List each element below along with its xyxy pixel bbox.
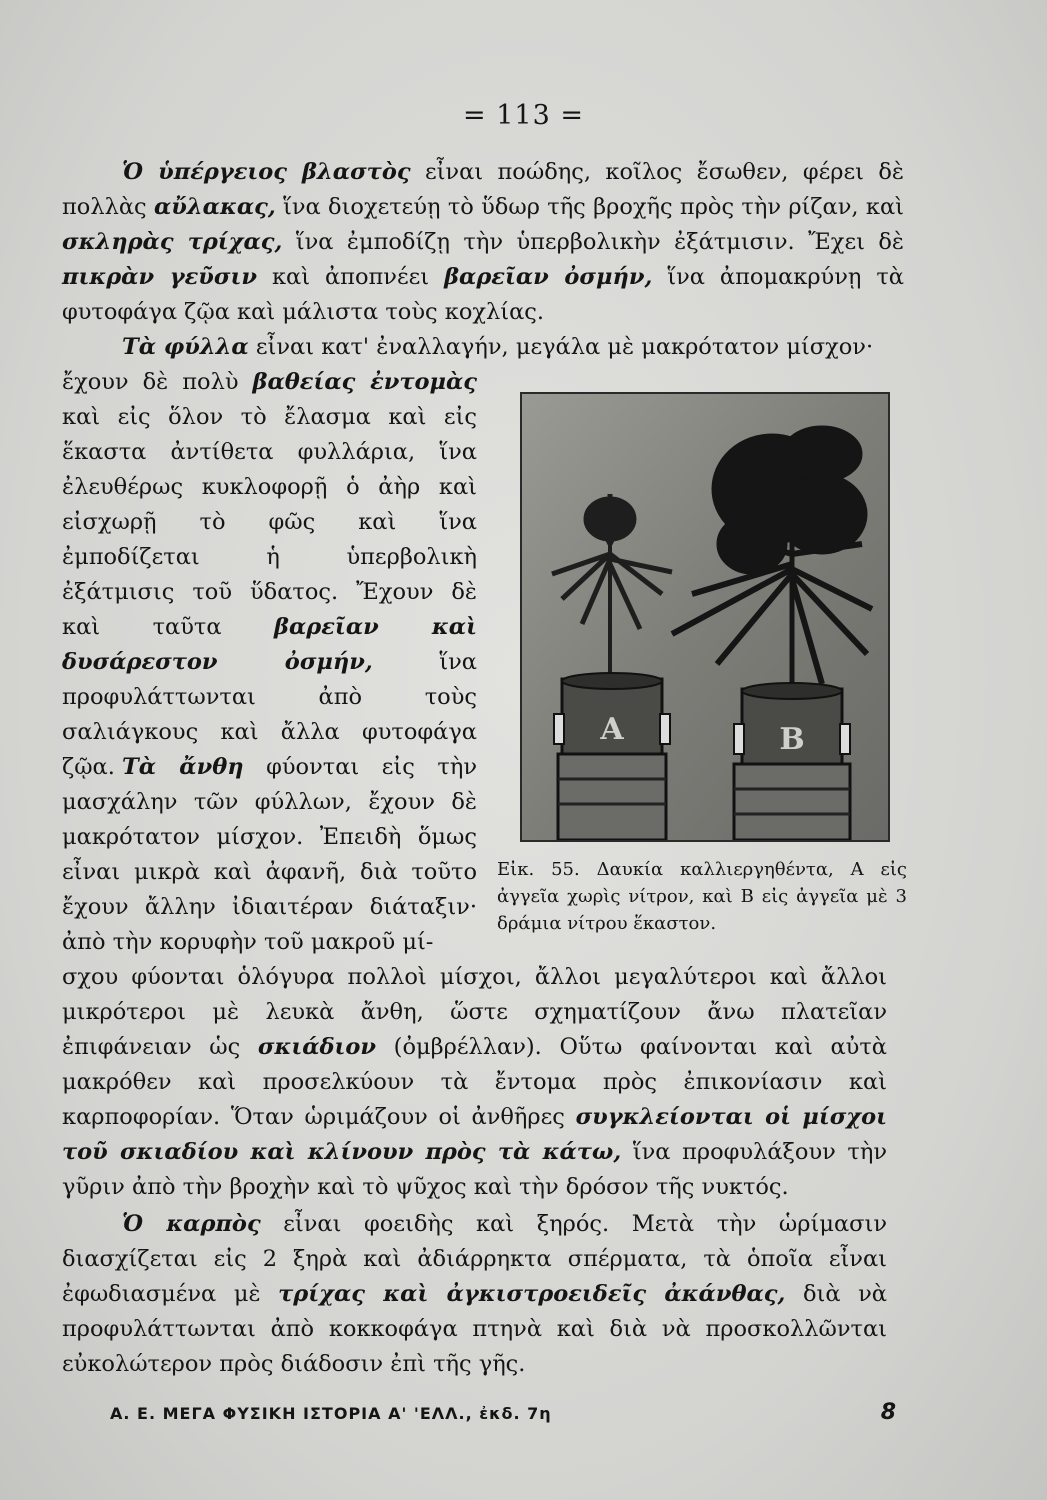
pot-a-label: A xyxy=(600,712,624,747)
page-number: = 113 = xyxy=(463,100,584,131)
term-flowers: Τὰ ἄνθη xyxy=(122,754,244,780)
paragraph-flowers-part2: σχου φύονται ὁλόγυρα πολλοὶ μίσχοι, ἄλλοι μεγαλύτεροι καὶ ἄλλοι μικρότεροι μὲ λευκὰ ἄνθη, ὥστε σχηματίζουν ἄνω πλατεῖαν ἐπιφάνειαν ὡς σκιάδιον (ὀμβρέλλαν). Οὕτω φαίνονται καὶ αὐτὰ μακρόθεν καὶ προσελκύουν τὰ ἔντομα πρὸς ἐπικονίασιν καὶ καρποφορίαν. Ὅταν ὡριμάζουν οἱ ἀνθῆρες συγκλείονται οἱ μίσχοι τοῦ σκιαδίου καὶ κλίνουν πρὸς τὰ κάτω, ἵνα προφυλάξουν τὴν γῦριν ἀπὸ τὴν βροχὴν καὶ τὸ ψῦχος καὶ τὴν δρόσον τῆς νυκτός. xyxy=(62,964,888,1200)
figure-illustration xyxy=(522,394,888,840)
term-fruit: Ὁ καρπὸς xyxy=(122,1211,261,1237)
paragraph-fruit: Ὁ καρπὸς εἶναι φοειδὴς καὶ ξηρός. Μετὰ τὴν ὡρίμασιν διασχίζεται εἰς 2 ξηρὰ καὶ ἀδιάρρηκτα σπέρματα, τὰ ὁποῖα εἶναι ἐφωδιασμένα μὲ τρίχας καὶ ἀγκιστροειδεῖς ἀκάνθας, διὰ νὰ προφυλάττωνται ἀπὸ κοκκοφάγα πτηνὰ καὶ διὰ νὰ προσκολλῶνται εὐκολώτερον πρὸς διάδοσιν ἐπὶ τῆς γῆς. xyxy=(62,1211,887,1377)
footer-title: Α. Ε. ΜΕΓΑ ΦΥΣΙΚΗ ΙΣΤΟΡΙΑ Α' 'ΕΛΛ., ἐκδ. 7η xyxy=(110,1404,552,1423)
paragraph-leaves-intro: Τὰ φύλλα εἶναι κατ' ἐναλλαγήν, μεγάλα μὲ μακρότατον μίσχον· xyxy=(122,334,874,360)
figure-caption: Εἰκ. 55. Δαυκία καλλιεργηθέντα, A εἰς ἀγγεῖα χωρὶς νίτρον, καὶ B εἰς ἀγγεῖα μὲ 3 δράμια νίτρου ἕκαστον. xyxy=(497,859,907,934)
signature-mark: 8 xyxy=(880,1400,897,1425)
paragraph-leaves: ἔχουν δὲ πολὺ βαθείας ἐντομὰς καὶ εἰς ὅλον τὸ ἔλασμα καὶ εἰς ἕκαστα ἀντίθετα φυλλάρια, ἵνα ἐλευθέρως κυκλοφορῇ ὁ ἀὴρ καὶ εἰσχωρῇ τὸ φῶς καὶ ἵνα ἐμποδίζεται ἡ ὑπερβολικὴ ἐξάτμισις τοῦ ὕδατος. Ἔχουν δὲ καὶ ταῦτα βαρεῖαν καὶ δυσάρεστον ὀσμήν, ἵνα προφυλάττωνται ἀπὸ τοὺς σαλιάγκους καὶ ἄλλα φυτοφάγα ζῷα. xyxy=(62,369,477,780)
page-footer xyxy=(110,1400,897,1425)
term-leaves: Τὰ φύλλα xyxy=(122,334,249,360)
term-stem: Ὁ ὑπέργειος βλαστὸς xyxy=(122,159,411,185)
pot-a xyxy=(554,673,670,840)
figure-carrot-pots xyxy=(520,392,890,842)
pot-b-label: B xyxy=(779,722,805,757)
paragraph-flowers-part1: Τὰ ἄνθη φύονται εἰς τὴν μασχάλην τῶν φύλλων, ἔχουν δὲ μακρότατον μίσχον. Ἐπειδὴ ὅμως εἶναι μικρὰ καὶ ἀφανῆ, διὰ τοῦτο ἔχουν ἄλλην ἰδιαιτέραν διάταξιν· ἀπὸ τὴν κορυφὴν τοῦ μακροῦ μί- xyxy=(62,754,478,955)
pot-b xyxy=(734,683,850,840)
paragraph-stem: Ὁ ὑπέργειος βλαστὸς εἶναι ποώδης, κοῖλος ἔσωθεν, φέρει δὲ πολλὰς αὔλακας, ἵνα διοχετεύῃ τὸ ὕδωρ τῆς βροχῆς πρὸς τὴν ρίζαν, καὶ σκληρὰς τρίχας, ἵνα ἐμποδίζῃ τὴν ὑπερβολικὴν ἐξάτμισιν. Ἔχει δὲ πικρὰν γεῦσιν καὶ ἀποπνέει βαρεῖαν ὀσμήν, ἵνα ἀπομακρύνῃ τὰ φυτοφάγα ζῷα καὶ μάλιστα τοὺς κοχλίας. xyxy=(62,159,905,325)
